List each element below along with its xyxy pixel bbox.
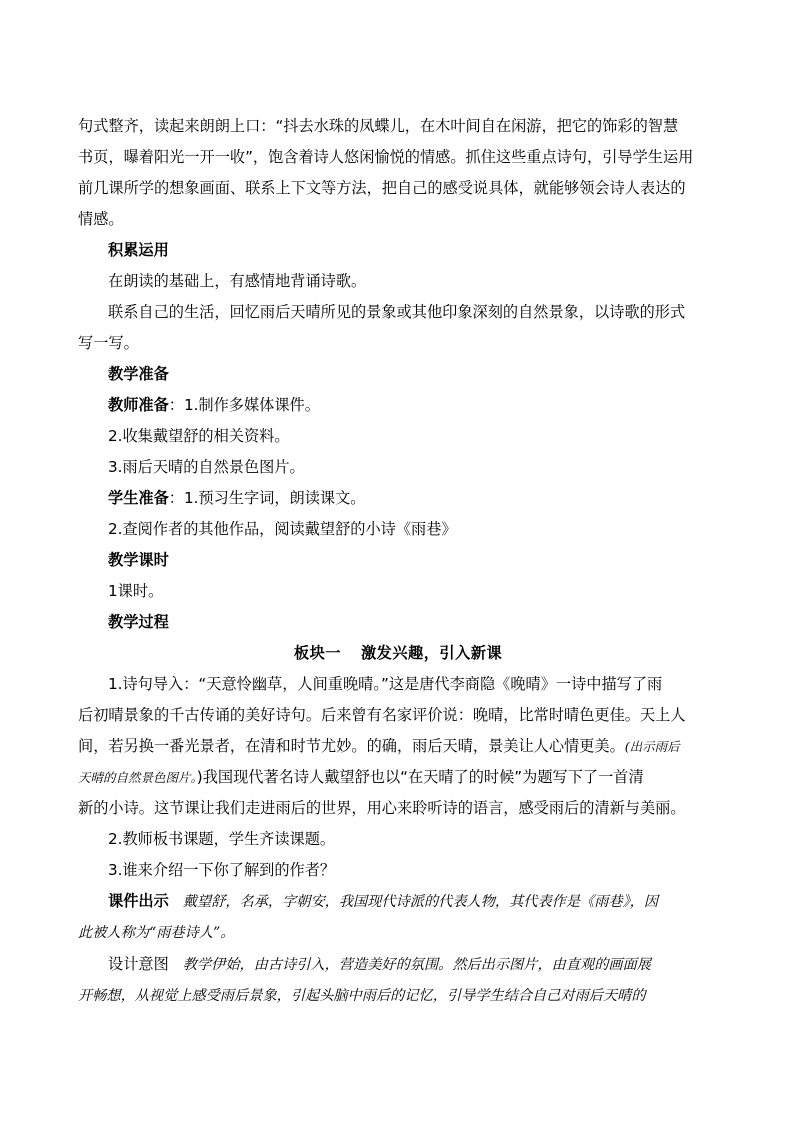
section-heading-guocheng: 教学过程 (108, 613, 169, 631)
block-title-text: 激发兴趣，引入新课 (360, 644, 503, 662)
teacher-prep-item: ：1.制作多媒体课件。 (168, 396, 320, 414)
text-line: 3.雨后天晴的自然景色图片。 (108, 458, 305, 476)
section-heading-keshi: 教学课时 (108, 551, 169, 569)
section-heading-zhunbei: 教学准备 (108, 365, 169, 383)
courseware-text: 戴望舒，名承，字朝安，我国现代诗派的代表人物，其代表作是《雨巷》，因 (182, 894, 659, 910)
text-line: 情感。 (78, 210, 124, 228)
text-segment: )我国现代著名诗人戴望舒也以“在天晴了的时候”为题写下了一首清 (196, 768, 644, 786)
text-line: 后初晴景象的千古传诵的美好诗句。后来曾有名家评价说：晚晴，比常时晴色更佳。天上人 (78, 706, 686, 724)
teacher-prep-label: 教师准备 (108, 396, 169, 414)
text-line: 3.谁来介绍一下你了解到的作者？ (108, 861, 336, 879)
inline-note: 天晴的自然景色图片。 (78, 770, 197, 785)
text-line: 1.诗句导入：“天意怜幽草，人间重晚晴。”这是唐代李商隐《晚晴》一诗中描写了雨 (108, 675, 663, 693)
text-line: 2.教师板书课题，学生齐读课题。 (108, 830, 336, 848)
block-title (78, 638, 718, 669)
student-prep-label: 学生准备 (108, 489, 169, 507)
text-line: 前几课所学的想象画面、联系上下文等方法，把自己的感受说具体，就能够领会诗人表达的 (78, 179, 686, 197)
design-intent-text: 教学伊始，由古诗引入，营造美好的氛围。然后出示图片，由直观的画面展 (182, 957, 651, 973)
text-line (78, 731, 718, 762)
courseware-line: 此被人称为“雨巷诗人”。 (78, 925, 235, 941)
courseware-line (78, 886, 718, 918)
design-intent-line (78, 949, 718, 981)
text-line: 2.查阅作者的其他作品，阅读戴望舒的小诗《雨巷》 (108, 520, 457, 538)
courseware-label: 课件出示 (108, 892, 169, 910)
student-prep-item: ：1.预习生字词，朗读课文。 (168, 489, 366, 507)
text-line: 联系自己的生活，回忆雨后天晴所见的景象或其他印象深刻的自然景象，以诗歌的形式 (108, 303, 686, 321)
text-line: 1课时。 (108, 582, 164, 600)
design-intent-label: 设计意图 (108, 955, 169, 973)
section-heading-jilei: 积累运用 (108, 241, 169, 259)
document-page (78, 111, 718, 1012)
text-line: 新的小诗。这节课让我们走进雨后的世界，用心来聆听诗的语言，感受雨后的清新与美丽。 (78, 799, 686, 817)
design-intent-line: 开畅想，从视觉上感受雨后景象，引起头脑中雨后的记忆，引导学生结合自己对雨后天晴的 (78, 988, 646, 1004)
text-line (78, 762, 718, 793)
text-line: 写一写。 (78, 334, 139, 352)
block-label: 板块一 (293, 644, 341, 662)
student-prep-line (78, 483, 718, 514)
text-line: 句式整齐，读起来朗朗上口：“抖去水珠的凤蝶儿，在木叶间自在闲游，把它的饰彩的智慧 (78, 117, 679, 135)
teacher-prep-line (78, 390, 718, 421)
text-line: 2.收集戴望舒的相关资料。 (108, 427, 290, 445)
text-segment: 间，若另换一番光景者，在清和时节尤妙。的确，雨后天晴，景美让人心情更美。 (78, 737, 625, 755)
inline-note: (出示雨后 (624, 739, 680, 754)
text-line: 书页，曝着阳光一开一收”，饱含着诗人悠闲愉悦的情感。抓住这些重点诗句，引导学生运用 (78, 148, 694, 166)
text-line: 在朗读的基础上，有感情地背诵诗歌。 (108, 272, 367, 290)
